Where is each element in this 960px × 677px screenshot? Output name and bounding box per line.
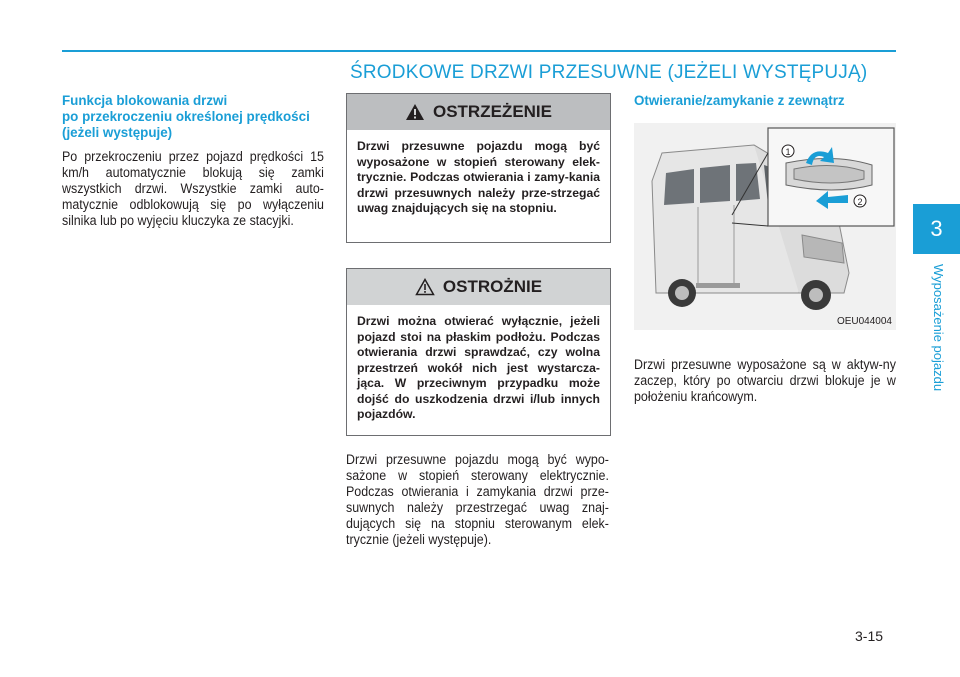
warning-title: OSTRZEŻENIE <box>432 102 552 121</box>
caution-header <box>347 269 610 305</box>
left-column <box>62 93 324 229</box>
active-latch-text: Drzwi przesuwne wyposażone są w aktyw-ny zaczep, który po otwarciu drzwi blokuje je w położeniu krańcowym. <box>634 357 896 404</box>
speed-lock-text: Po przekroczeniu przez pojazd prędkości 15 km/h automatycznie blokują się zamki wszystkich drzwi. Wszystkie zamki auto-matycznie odblokowują się po wyłączeniu silnika lub po wyjęciu kluczyka ze stacyjki. <box>62 149 324 228</box>
caution-triangle-icon <box>415 278 435 296</box>
warning-triangle-icon <box>405 103 425 121</box>
open-close-heading: Otwieranie/zamykanie z zewnątrz <box>634 93 845 108</box>
caution-text: Drzwi można otwierać wyłącznie, jeżeli pojazd stoi na płaskim podłożu. Podczas otwierania drzwi sprawdzać, czy wolna przestrzeń wokół nich jest wystarcza-jąca. W przeciwnym przypadku może dojść do uszkodzenia drzwi i/lub innych pojazdów. <box>357 314 600 421</box>
middle-text-block <box>346 452 609 548</box>
chapter-number: 3 <box>930 216 943 241</box>
callout-1: 1 <box>785 147 791 157</box>
figure-code: OEU044004 <box>836 316 892 327</box>
van-illustration-icon <box>634 123 896 330</box>
right-text-block <box>634 357 896 405</box>
header-rule <box>62 50 896 52</box>
warning-header <box>347 94 610 130</box>
right-column-heading <box>634 93 896 117</box>
caution-title: OSTROŻNIE <box>442 277 543 296</box>
caution-box <box>346 268 611 436</box>
speed-lock-heading: Funkcja blokowania drzwi po przekroczeniu określonej prędkości (jeżeli występuje) <box>62 93 310 140</box>
warning-box <box>346 93 611 243</box>
chapter-tab <box>913 204 960 254</box>
warning-text: Drzwi przesuwne pojazdu mogą być wyposażone w stopień sterowany elek-trycznie. Podczas otwierania i zamy-kania drzwi przesuwnych należy prze-strzegać uwag znajdujących się na stopniu. <box>357 139 600 215</box>
page-number: 3-15 <box>855 628 884 644</box>
section-title: ŚRODKOWE DRZWI PRZESUWNE (JEŻELI WYSTĘPUJĄ) <box>350 62 868 83</box>
van-door-illustration <box>634 123 896 330</box>
callout-2: 2 <box>857 197 863 207</box>
chapter-label: Wyposażenie pojazdu <box>931 264 946 392</box>
electric-step-text: Drzwi przesuwne pojazdu mogą być wypo-sażone w stopień sterowany elektrycznie. Podczas otwierania i zamykania drzwi prze-suwnych należy przestrzegać uwag znaj-dujących się na stopniu sterowanym elek-trycznie (jeżeli występuje). <box>346 452 609 547</box>
